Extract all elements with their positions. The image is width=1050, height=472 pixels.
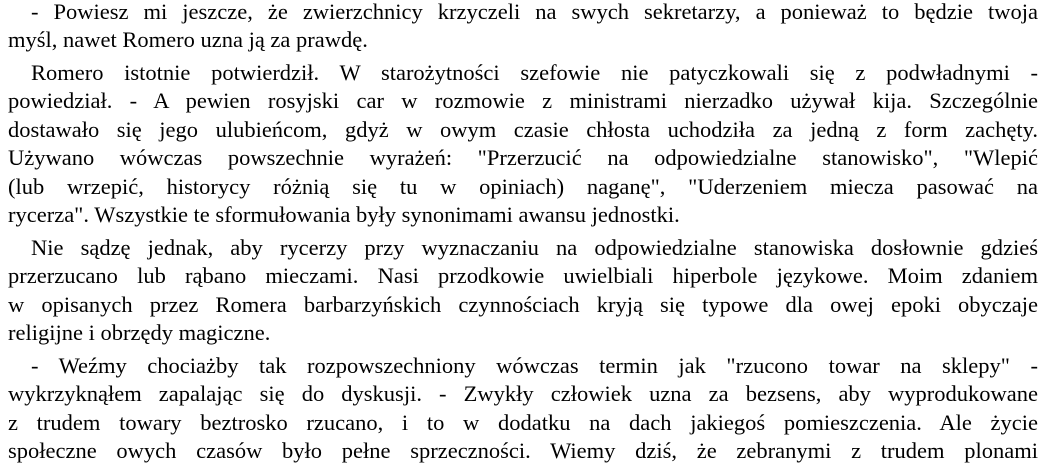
text-line: Nie sądzę jednak, aby rycerzy przy wyznaczaniu na odpowiedzialne stanowiska dosłownie gdzieś <box>31 235 1038 260</box>
text-line: społeczne owych czasów było pełne sprzeczności. Wiemy dziś, że zebranymi z trudem plonami <box>8 438 1038 463</box>
text-line: rycerza". Wszystkie te sformułowania były synonimami awansu jednostki. <box>8 202 680 227</box>
text-line: dostawało się jego ulubieńcom, gdyż w owym czasie chłosta uchodziła za jedną z form zachęty. <box>8 117 1038 142</box>
text-line: (lub wrzepić, historycy różnią się tu w opiniach) naganę", "Uderzeniem miecza pasować na <box>8 174 1038 199</box>
text-line: powiedział. - A pewien rosyjski car w rozmowie z ministrami nierzadko używał kija. Szczególnie <box>8 88 1038 113</box>
text-line: z trudem towary beztrosko rzucano, i to w dodatku na dach jakiegoś pomieszczenia. Ale życie <box>8 410 1038 435</box>
text-line: - Weźmy chociażby tak rozpowszechniony wówczas termin jak "rzucono towar na sklepy" - <box>31 353 1038 378</box>
text-line: - Powiesz mi jeszcze, że zwierzchnicy krzyczeli na swych sekretarzy, a ponieważ to będzie twoja <box>31 0 1038 24</box>
text-line: Romero istotnie potwierdził. W starożytności szefowie nie patyczkowali się z podwładnymi - <box>31 60 1038 85</box>
text-line: religijne i obrzędy magiczne. <box>8 320 271 345</box>
text-line: myśl, nawet Romero uzna ją za prawdę. <box>8 27 368 52</box>
text-line: przerzucano lub rąbano mieczami. Nasi przodkowie uwielbiali hiperbole językowe. Moim zdaniem <box>8 263 1038 288</box>
text-line: Używano wówczas powszechnie wyrażeń: "Przerzucić na odpowiedzialne stanowisko", "Wlepić <box>8 145 1038 170</box>
text-line: wykrzyknąłem zapalając się do dyskusji. - Zwykły człowiek uzna za bezsens, aby wyprodukowane <box>8 381 1038 406</box>
text-line: w opisanych przez Romera barbarzyńskich czynnościach kryją się typowe dla owej epoki obyczaje <box>8 292 1038 317</box>
